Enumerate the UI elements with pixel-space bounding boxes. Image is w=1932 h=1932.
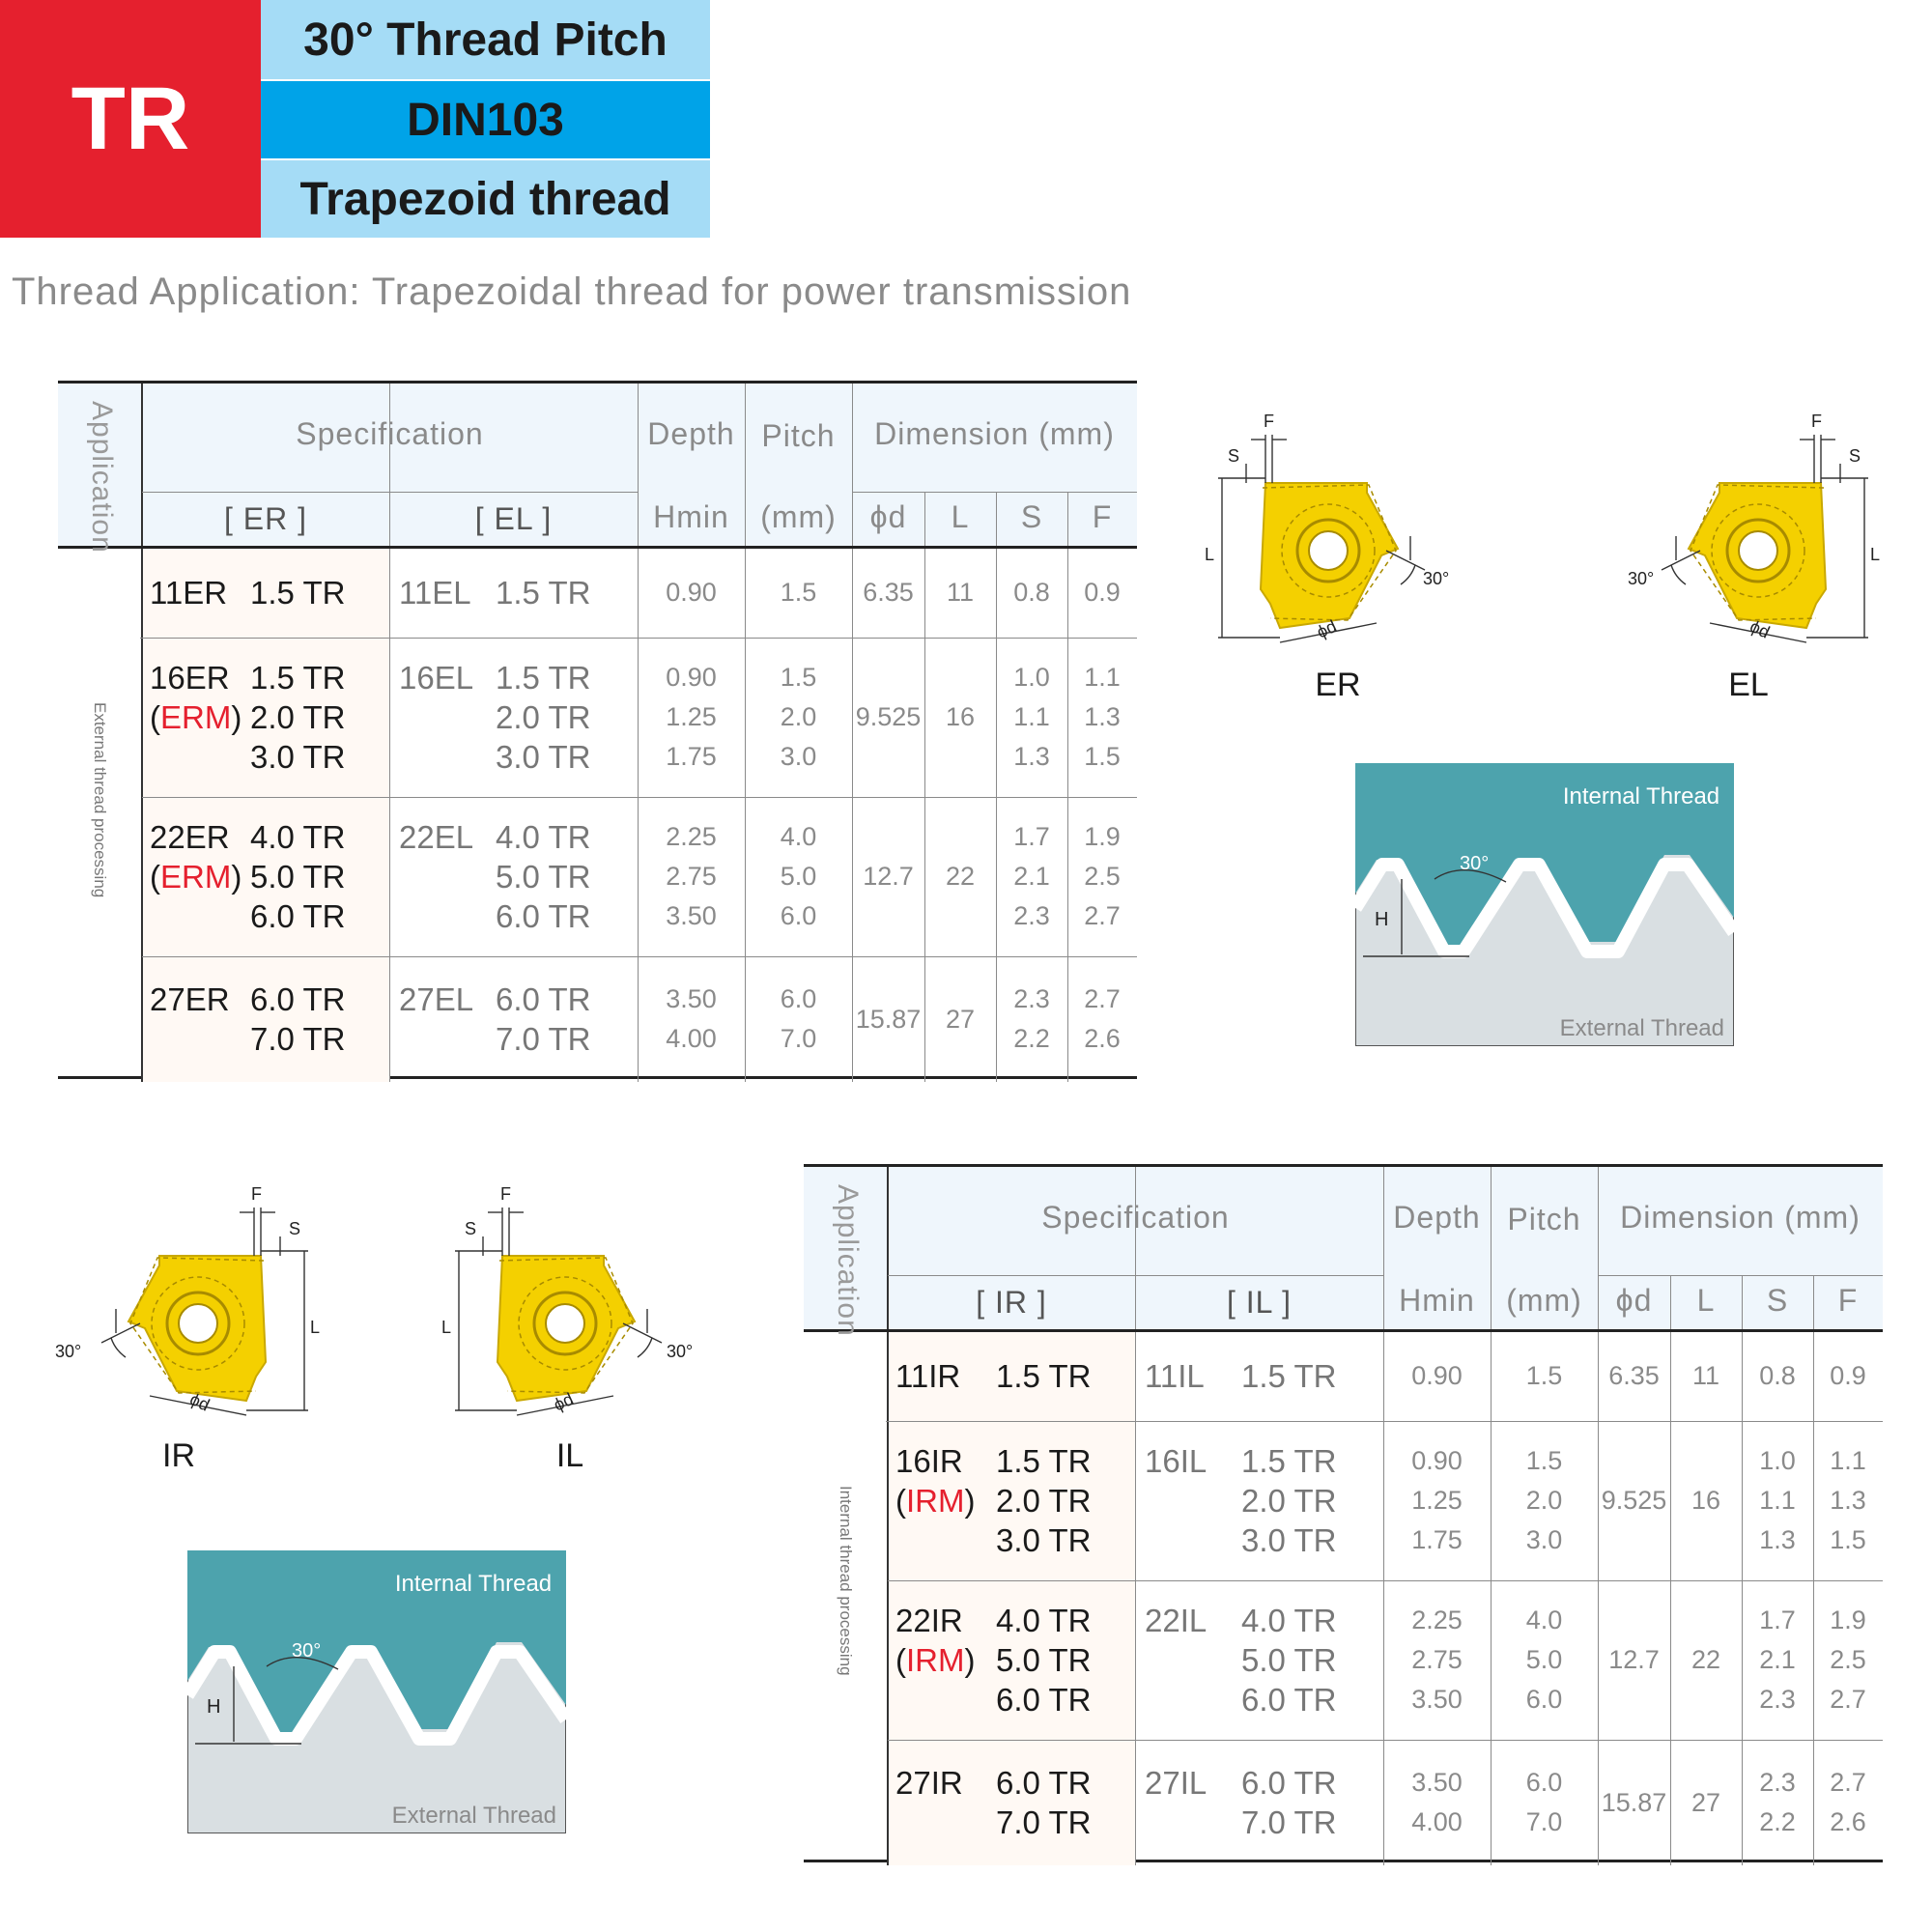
l-value: 16 xyxy=(945,702,976,731)
pitch-value: 4.0 xyxy=(1525,1605,1563,1634)
header-thread-type: Trapezoid thread xyxy=(261,160,710,238)
header-standard: DIN103 xyxy=(261,81,710,158)
pitch-value: 1.5 xyxy=(1525,1446,1563,1475)
s-value: 1.3 xyxy=(1759,1525,1796,1554)
profile2-h-label: H xyxy=(207,1696,221,1718)
right-pitch: 6.0 TR xyxy=(1241,1682,1337,1718)
d-value: 6.35 xyxy=(1608,1361,1660,1390)
f-value: 0.9 xyxy=(1084,578,1121,607)
divider xyxy=(852,492,1137,493)
pitch-value: 2.0 xyxy=(780,702,817,731)
right-pitch: 3.0 TR xyxy=(496,739,591,775)
ir-dim-l: L xyxy=(310,1318,321,1337)
pitch-value: 2.0 xyxy=(1525,1486,1563,1515)
il-dim-l: L xyxy=(441,1318,452,1337)
divider xyxy=(141,384,143,1082)
s-value: 1.0 xyxy=(1013,663,1050,692)
left-pitch: 1.5 TR xyxy=(996,1358,1092,1394)
pitch-value: 3.0 xyxy=(1525,1525,1563,1554)
d-value: 9.525 xyxy=(1601,1486,1667,1515)
left-size: 22IR xyxy=(895,1603,963,1638)
left-size: 27ER xyxy=(150,981,230,1017)
pitch-header: Pitch xyxy=(1507,1202,1581,1236)
left-series-header: [ ER ] xyxy=(223,501,307,536)
l-header: L xyxy=(951,499,970,534)
f-header: F xyxy=(1837,1283,1859,1318)
s-value: 2.1 xyxy=(1759,1645,1796,1674)
hmin-value: 1.75 xyxy=(1411,1525,1463,1554)
profile2-angle-label: 30° xyxy=(292,1640,322,1662)
er-angle: 30° xyxy=(1423,569,1450,588)
left-tag: (IRM) xyxy=(895,1483,976,1519)
l-value: 11 xyxy=(1691,1361,1720,1390)
right-pitch: 4.0 TR xyxy=(496,819,591,855)
ir-label: IR xyxy=(162,1437,195,1474)
s-value: 1.1 xyxy=(1759,1486,1796,1515)
left-tag: (ERM) xyxy=(150,699,242,735)
pitch-value: 7.0 xyxy=(780,1024,817,1053)
s-value: 1.1 xyxy=(1013,702,1050,731)
s-value: 2.3 xyxy=(1759,1685,1796,1714)
hmin-value: 0.90 xyxy=(666,663,717,692)
s-value: 0.8 xyxy=(1759,1361,1796,1390)
left-pitch: 7.0 TR xyxy=(250,1021,346,1057)
pitch-value: 6.0 xyxy=(780,901,817,930)
d-value: 12.7 xyxy=(1608,1645,1660,1674)
header-thread-pitch: 30° Thread Pitch xyxy=(261,0,710,79)
left-size: 22ER xyxy=(150,819,230,855)
profile2-internal-label: Internal Thread xyxy=(394,1571,553,1597)
s-value: 2.2 xyxy=(1013,1024,1050,1053)
hmin-value: 3.50 xyxy=(1411,1768,1463,1797)
right-size: 11EL xyxy=(399,575,471,611)
right-series-header: [ IL ] xyxy=(1226,1285,1293,1320)
pitch-value: 6.0 xyxy=(1525,1685,1563,1714)
er-dim-s: S xyxy=(1228,446,1240,466)
il-dim-f: F xyxy=(500,1184,511,1204)
f-value: 1.3 xyxy=(1830,1486,1866,1515)
hmin-value: 2.25 xyxy=(1411,1605,1463,1634)
depth-header: Depth xyxy=(647,416,735,451)
d-header: ϕd xyxy=(1615,1283,1653,1318)
f-value: 2.7 xyxy=(1830,1685,1866,1714)
l-value: 22 xyxy=(945,862,976,891)
f-value: 2.6 xyxy=(1084,1024,1121,1053)
internal-table-grid xyxy=(804,1164,1883,1862)
hmin-value: 0.90 xyxy=(1411,1446,1463,1475)
f-value: 2.7 xyxy=(1084,984,1121,1013)
pitch-value: 4.0 xyxy=(780,822,817,851)
pitch-value: 1.5 xyxy=(780,578,817,607)
d-value: 6.35 xyxy=(863,578,914,607)
right-pitch: 1.5 TR xyxy=(1241,1358,1337,1394)
hmin-value: 1.25 xyxy=(1411,1486,1463,1515)
left-pitch: 4.0 TR xyxy=(250,819,346,855)
left-pitch: 2.0 TR xyxy=(996,1483,1092,1519)
s-value: 2.3 xyxy=(1013,901,1050,930)
ir-dim-d: ϕd xyxy=(186,1389,213,1415)
f-value: 1.1 xyxy=(1830,1446,1866,1475)
tr-badge: TR xyxy=(0,0,261,238)
right-size: 27EL xyxy=(399,981,474,1017)
hmin-value: 4.00 xyxy=(1411,1807,1463,1836)
er-dim-l: L xyxy=(1205,545,1215,564)
ir-angle: 30° xyxy=(55,1342,82,1361)
profile-angle-label: 30° xyxy=(1460,853,1490,874)
hmin-value: 1.75 xyxy=(666,742,717,771)
hmin-value: 0.90 xyxy=(666,578,717,607)
specification-header: Specification xyxy=(296,416,484,451)
left-size: 11ER xyxy=(150,575,228,611)
application-header: Application xyxy=(86,401,118,554)
pitch-value: 5.0 xyxy=(1525,1645,1563,1674)
f-value: 2.5 xyxy=(1830,1645,1866,1674)
divider xyxy=(804,1329,1883,1332)
application-label: Internal thread processing xyxy=(837,1486,855,1676)
application-description: Thread Application: Trapezoidal thread for power transmission xyxy=(12,270,1132,313)
external-table-grid xyxy=(58,381,1137,1079)
right-size: 27IL xyxy=(1145,1765,1208,1801)
right-pitch: 3.0 TR xyxy=(1241,1522,1337,1558)
pitch-unit-header: (mm) xyxy=(760,499,837,534)
d-value: 15.87 xyxy=(1601,1787,1667,1817)
er-dim-f: F xyxy=(1264,412,1274,431)
right-size: 16IL xyxy=(1145,1443,1208,1479)
left-tag-code: ERM xyxy=(160,699,232,735)
pitch-value: 7.0 xyxy=(1525,1807,1563,1836)
l-value: 27 xyxy=(945,1004,976,1034)
profile-external-label: External Thread xyxy=(1559,1015,1724,1041)
ir-dim-f: F xyxy=(251,1184,262,1204)
profile-internal-label: Internal Thread xyxy=(1562,783,1720,810)
el-insert-icon xyxy=(1689,483,1826,628)
pitch-value: 6.0 xyxy=(1525,1768,1563,1797)
pitch-value: 1.5 xyxy=(780,663,817,692)
ir-insert-diagram xyxy=(43,1179,333,1439)
f-value: 1.9 xyxy=(1830,1605,1866,1634)
el-dim-d: ϕd xyxy=(1747,616,1774,642)
hmin-value: 3.50 xyxy=(666,984,717,1013)
hmin-value: 3.50 xyxy=(1411,1685,1463,1714)
f-value: 2.5 xyxy=(1084,862,1121,891)
right-size: 16EL xyxy=(399,660,474,696)
hmin-value: 3.50 xyxy=(666,901,717,930)
left-size: 16IR xyxy=(895,1443,963,1479)
left-pitch: 1.5 TR xyxy=(250,575,346,611)
dimension-header: Dimension (mm) xyxy=(1620,1200,1861,1235)
left-pitch: 1.5 TR xyxy=(996,1443,1092,1479)
el-dim-l: L xyxy=(1870,545,1881,564)
d-header: ϕd xyxy=(869,499,907,534)
l-value: 11 xyxy=(946,578,975,607)
s-value: 2.1 xyxy=(1013,862,1050,891)
hmin-value: 2.25 xyxy=(666,822,717,851)
divider xyxy=(58,546,1137,549)
el-angle: 30° xyxy=(1628,569,1655,588)
s-value: 2.2 xyxy=(1759,1807,1796,1836)
left-pitch: 7.0 TR xyxy=(996,1804,1092,1840)
el-label: EL xyxy=(1728,667,1769,703)
l-value: 22 xyxy=(1690,1645,1721,1674)
il-angle: 30° xyxy=(667,1342,694,1361)
divider xyxy=(142,492,638,493)
divider xyxy=(142,797,1137,798)
left-pitch: 6.0 TR xyxy=(250,898,346,934)
s-value: 1.0 xyxy=(1759,1446,1796,1475)
f-header: F xyxy=(1092,499,1113,534)
pitch-header: Pitch xyxy=(761,418,836,453)
f-value: 2.7 xyxy=(1084,901,1121,930)
right-pitch: 1.5 TR xyxy=(496,660,591,696)
s-value: 1.3 xyxy=(1013,742,1050,771)
d-value: 15.87 xyxy=(855,1004,922,1034)
er-label: ER xyxy=(1315,667,1361,703)
f-value: 1.1 xyxy=(1084,663,1121,692)
il-insert-icon xyxy=(497,1256,635,1401)
hmin-value: 0.90 xyxy=(1411,1361,1463,1390)
il-insert-diagram xyxy=(430,1179,720,1439)
er-dim-d: ϕd xyxy=(1314,616,1340,642)
d-value: 9.525 xyxy=(855,702,922,731)
left-pitch: 2.0 TR xyxy=(250,699,346,735)
divider xyxy=(1598,1275,1883,1276)
right-pitch: 7.0 TR xyxy=(496,1021,591,1057)
hmin-header: Hmin xyxy=(653,499,729,534)
right-size: 11IL xyxy=(1145,1358,1205,1394)
l-header: L xyxy=(1696,1283,1716,1318)
f-value: 1.5 xyxy=(1830,1525,1866,1554)
s-value: 1.7 xyxy=(1759,1605,1796,1634)
divider xyxy=(888,1740,1883,1741)
pitch-unit-header: (mm) xyxy=(1506,1283,1582,1318)
left-tag: (IRM) xyxy=(895,1642,976,1678)
hmin-value: 2.75 xyxy=(1411,1645,1463,1674)
left-series-header: [ IR ] xyxy=(976,1285,1047,1320)
divider xyxy=(887,1167,889,1865)
pitch-value: 5.0 xyxy=(780,862,817,891)
right-pitch: 6.0 TR xyxy=(496,898,591,934)
hmin-value: 1.25 xyxy=(666,702,717,731)
s-value: 2.3 xyxy=(1759,1768,1796,1797)
right-pitch: 6.0 TR xyxy=(1241,1765,1337,1801)
s-value: 2.3 xyxy=(1013,984,1050,1013)
left-pitch: 1.5 TR xyxy=(250,660,346,696)
er-insert-icon xyxy=(1261,483,1398,628)
l-value: 27 xyxy=(1690,1787,1721,1817)
right-pitch: 2.0 TR xyxy=(496,699,591,735)
left-pitch: 6.0 TR xyxy=(996,1765,1092,1801)
left-pitch: 6.0 TR xyxy=(996,1682,1092,1718)
right-series-header: [ EL ] xyxy=(474,501,553,536)
left-size: 27IR xyxy=(895,1765,963,1801)
thread-profile-diagram-external xyxy=(1355,763,1734,1046)
ir-dim-s: S xyxy=(289,1219,301,1238)
divider xyxy=(888,1580,1883,1581)
hmin-value: 4.00 xyxy=(666,1024,717,1053)
f-value: 2.7 xyxy=(1830,1768,1866,1797)
el-dim-s: S xyxy=(1849,446,1861,466)
s-value: 0.8 xyxy=(1013,578,1050,607)
l-value: 16 xyxy=(1690,1486,1721,1515)
left-pitch: 5.0 TR xyxy=(996,1642,1092,1678)
il-dim-s: S xyxy=(465,1219,477,1238)
hmin-header: Hmin xyxy=(1399,1283,1475,1318)
er-insert-diagram xyxy=(1193,406,1483,667)
thread-profile-diagram-internal xyxy=(187,1550,566,1833)
divider xyxy=(888,1275,1383,1276)
left-pitch: 5.0 TR xyxy=(250,859,346,895)
right-pitch: 6.0 TR xyxy=(496,981,591,1017)
hmin-value: 2.75 xyxy=(666,862,717,891)
application-label: External thread processing xyxy=(91,702,109,898)
divider xyxy=(1135,1167,1136,1865)
left-tag-code: IRM xyxy=(906,1483,965,1519)
el-dim-f: F xyxy=(1811,412,1822,431)
right-pitch: 7.0 TR xyxy=(1241,1804,1337,1840)
divider xyxy=(886,1421,1883,1422)
divider xyxy=(389,384,390,1082)
ir-insert-icon xyxy=(128,1256,266,1401)
el-insert-diagram xyxy=(1604,406,1893,667)
dimension-header: Dimension (mm) xyxy=(874,416,1115,451)
f-value: 1.5 xyxy=(1084,742,1121,771)
left-pitch: 4.0 TR xyxy=(996,1603,1092,1638)
left-pitch: 6.0 TR xyxy=(250,981,346,1017)
d-value: 12.7 xyxy=(863,862,914,891)
s-header: S xyxy=(1766,1283,1789,1318)
specification-header: Specification xyxy=(1041,1200,1230,1235)
right-pitch: 5.0 TR xyxy=(1241,1642,1337,1678)
left-size: 16ER xyxy=(150,660,230,696)
f-value: 0.9 xyxy=(1830,1361,1866,1390)
left-tag: (ERM) xyxy=(150,859,242,895)
divider xyxy=(142,956,1137,957)
divider xyxy=(140,638,1137,639)
left-size: 11IR xyxy=(895,1358,961,1394)
il-dim-d: ϕd xyxy=(551,1389,577,1415)
f-value: 2.6 xyxy=(1830,1807,1866,1836)
left-tag-code: ERM xyxy=(160,859,232,895)
il-label: IL xyxy=(555,1437,584,1474)
right-size: 22EL xyxy=(399,819,474,855)
left-tag-code: IRM xyxy=(906,1642,965,1678)
right-size: 22IL xyxy=(1145,1603,1208,1638)
right-pitch: 2.0 TR xyxy=(1241,1483,1337,1519)
right-pitch: 1.5 TR xyxy=(496,575,591,611)
right-pitch: 5.0 TR xyxy=(496,859,591,895)
pitch-value: 1.5 xyxy=(1525,1361,1563,1390)
application-header: Application xyxy=(832,1184,864,1337)
s-header: S xyxy=(1020,499,1043,534)
s-value: 1.7 xyxy=(1013,822,1050,851)
depth-header: Depth xyxy=(1393,1200,1481,1235)
left-pitch: 3.0 TR xyxy=(250,739,346,775)
f-value: 1.3 xyxy=(1084,702,1121,731)
pitch-value: 6.0 xyxy=(780,984,817,1013)
left-pitch: 3.0 TR xyxy=(996,1522,1092,1558)
f-value: 1.9 xyxy=(1084,822,1121,851)
profile-h-label: H xyxy=(1375,909,1389,930)
right-pitch: 1.5 TR xyxy=(1241,1443,1337,1479)
pitch-value: 3.0 xyxy=(780,742,817,771)
profile2-external-label: External Thread xyxy=(391,1803,556,1829)
right-pitch: 4.0 TR xyxy=(1241,1603,1337,1638)
